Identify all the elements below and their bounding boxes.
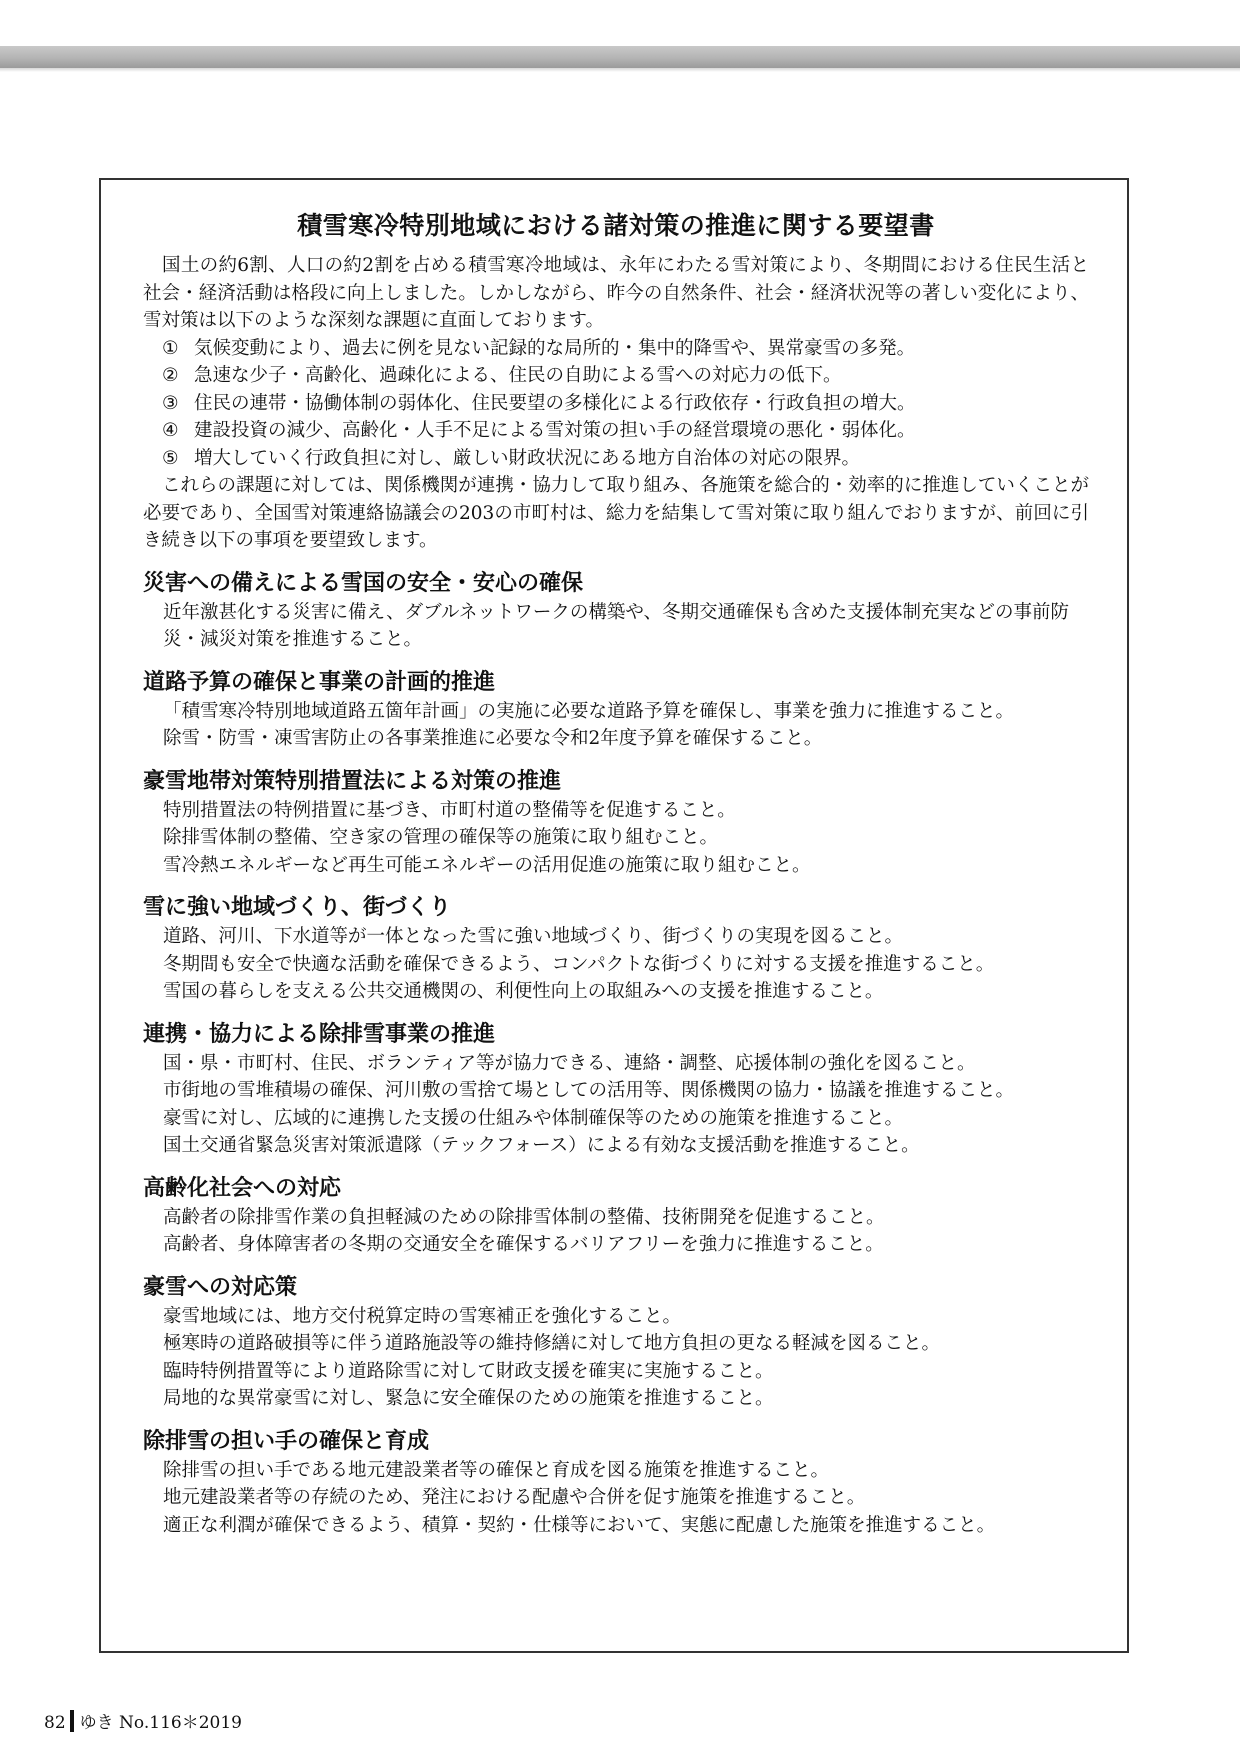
request-section bbox=[143, 767, 1089, 880]
issue-item bbox=[143, 390, 1089, 418]
section-item: 冬期間も安全で快適な活動を確保できるよう、コンパクトな街づくりに対する支援を推進すること。 bbox=[163, 953, 995, 975]
section-body bbox=[143, 1303, 1089, 1413]
section-item: 豪雪に対し、広域的に連携した支援の仕組みや体制確保等のための施策を推進すること。 bbox=[163, 1107, 904, 1129]
document-title: 積雪寒冷特別地域における諸対策の推進に関する要望書 bbox=[297, 211, 935, 240]
section-body bbox=[143, 797, 1089, 880]
section-item: 極寒時の道路破損等に伴う道路施設等の維持修繕に対して地方負担の更なる軽減を図ること。 bbox=[163, 1333, 941, 1354]
section-title: 連携・協力による除排雪事業の推進 bbox=[143, 1021, 496, 1047]
footer-divider bbox=[70, 1710, 74, 1732]
section-item: 雪国の暮らしを支える公共交通機関の、利便性向上の取組みへの支援を推進すること。 bbox=[163, 981, 884, 1002]
issue-number: ③ bbox=[162, 392, 179, 414]
section-item: 「積雪寒冷特別地域道路五箇年計画」の実施に必要な道路予算を確保し、事業を強力に推進すること。 bbox=[163, 700, 1015, 722]
issue-label: No.116＊2019 bbox=[119, 1713, 242, 1733]
intro-paragraph: 国土の約6割、人口の約2割を占める積雪寒冷地域は、永年にわたる雪対策により、冬期間における住民生活と社会・経済活動は格段に向上しました。しかしながら、昨今の自然条件、社会・経済状況等の著しい変化により、雪対策は以下のような深刻な課題に直面しております。 bbox=[143, 255, 1089, 331]
section-item: 国・県・市町村、住民、ボランティア等が協力できる、連絡・調整、応援体制の強化を図ること。 bbox=[163, 1052, 976, 1074]
issue-text: 建設投資の減少、高齢化・人手不足による雪対策の担い手の経営環境の悪化・弱体化。 bbox=[194, 420, 916, 441]
issue-item bbox=[143, 445, 1089, 473]
request-section bbox=[143, 1427, 1089, 1540]
section-title: 除排雪の担い手の確保と育成 bbox=[143, 1428, 430, 1454]
issue-item bbox=[143, 417, 1089, 445]
issue-text: 増大していく行政負担に対し、厳しい財政状況にある地方自治体の対応の限界。 bbox=[194, 447, 861, 469]
section-item: 地元建設業者等の存続のため、発注における配慮や合併を促す施策を推進すること。 bbox=[163, 1487, 866, 1508]
request-section bbox=[143, 1273, 1089, 1413]
section-title: 道路予算の確保と事業の計画的推進 bbox=[143, 669, 496, 695]
section-item: 適正な利潤が確保できるよう、積算・契約・仕様等において、実態に配慮した施策を推進すること。 bbox=[163, 1514, 996, 1536]
header-band-shadow bbox=[0, 68, 1240, 72]
section-title: 豪雪への対応策 bbox=[143, 1274, 298, 1300]
section-item: 局地的な異常豪雪に対し、緊急に安全確保のための施策を推進すること。 bbox=[163, 1388, 774, 1409]
section-item: 臨時特例措置等により道路除雪に対して財政支援を確実に実施すること。 bbox=[163, 1360, 774, 1382]
section-item: 市街地の雪堆積場の確保、河川敷の雪捨て場としての活用等、関係機関の協力・協議を推進すること。 bbox=[163, 1080, 1015, 1101]
section-item: 国土交通省緊急災害対策派遣隊（テックフォース）による有効な支援活動を推進すること。 bbox=[163, 1135, 920, 1156]
issue-number: ④ bbox=[162, 420, 179, 441]
page-footer bbox=[44, 1708, 242, 1733]
section-item: 道路、河川、下水道等が一体となった雪に強い地域づくり、街づくりの実現を図ること。 bbox=[163, 926, 904, 947]
section-body bbox=[143, 698, 1089, 753]
issue-number: ① bbox=[162, 337, 179, 359]
section-item: 高齢者の除排雪作業の負担軽減のための除排雪体制の整備、技術開発を促進すること。 bbox=[163, 1206, 885, 1228]
document-frame bbox=[99, 178, 1129, 1653]
section-item: 除排雪の担い手である地元建設業者等の確保と育成を図る施策を推進すること。 bbox=[163, 1459, 830, 1481]
issue-item bbox=[143, 335, 1089, 363]
section-item: 除雪・防雪・凍雪害防止の各事業推進に必要な令和2年度予算を確保すること。 bbox=[163, 728, 823, 749]
section-item: 高齢者、身体障害者の冬期の交通安全を確保するバリアフリーを強力に推進すること。 bbox=[163, 1234, 884, 1255]
section-body bbox=[143, 1457, 1089, 1540]
section-title: 高齢化社会への対応 bbox=[143, 1175, 342, 1201]
closing-paragraph: これらの課題に対しては、関係機関が連携・協力して取り組み、各施策を総合的・効率的に推進していくことが必要であり、全国雪対策連絡協議会の203の市町村は、総力を結集して雪対策に取り組んでおりますが、前回に引き続き以下の事項を要望致します。 bbox=[143, 475, 1089, 551]
section-item: 雪冷熱エネルギーなど再生可能エネルギーの活用促進の施策に取り組むこと。 bbox=[163, 854, 811, 876]
issue-text: 住民の連帯・協働体制の弱体化、住民要望の多様化による行政依存・行政負担の増大。 bbox=[194, 392, 916, 414]
issue-list bbox=[143, 335, 1089, 473]
section-item: 除排雪体制の整備、空き家の管理の確保等の施策に取り組むこと。 bbox=[163, 827, 719, 848]
request-section bbox=[143, 1020, 1089, 1160]
issue-number: ② bbox=[162, 365, 179, 386]
request-section bbox=[143, 668, 1089, 753]
request-sections bbox=[143, 569, 1089, 1540]
request-section bbox=[143, 569, 1089, 654]
issue-item bbox=[143, 362, 1089, 390]
section-body bbox=[143, 923, 1089, 1006]
section-title: 豪雪地帯対策特別措置法による対策の推進 bbox=[143, 768, 562, 794]
magazine-name: ゆき bbox=[79, 1713, 114, 1733]
section-title: 雪に強い地域づくり、街づくり bbox=[143, 895, 452, 920]
section-item: 豪雪地域には、地方交付税算定時の雪寒補正を強化すること。 bbox=[163, 1305, 682, 1327]
section-item: 近年激甚化する災害に備え、ダブルネットワークの構築や、冬期交通確保も含めた支援体制充実などの事前防災・減災対策を推進すること。 bbox=[163, 601, 1069, 650]
section-body bbox=[143, 599, 1089, 654]
section-body bbox=[143, 1050, 1089, 1160]
issue-text: 気候変動により、過去に例を見ない記録的な局所的・集中的降雪や、異常豪雪の多発。 bbox=[194, 337, 916, 359]
request-section bbox=[143, 1174, 1089, 1259]
request-section bbox=[143, 893, 1089, 1006]
section-item: 特別措置法の特例措置に基づき、市町村道の整備等を促進すること。 bbox=[163, 799, 736, 821]
section-body bbox=[143, 1204, 1089, 1259]
issue-text: 急速な少子・高齢化、過疎化による、住民の自助による雪への対応力の低下。 bbox=[194, 365, 842, 386]
issue-number: ⑤ bbox=[162, 447, 179, 469]
page-number: 82 bbox=[44, 1713, 66, 1733]
section-title: 災害への備えによる雪国の安全・安心の確保 bbox=[143, 570, 584, 596]
header-band bbox=[0, 46, 1240, 68]
